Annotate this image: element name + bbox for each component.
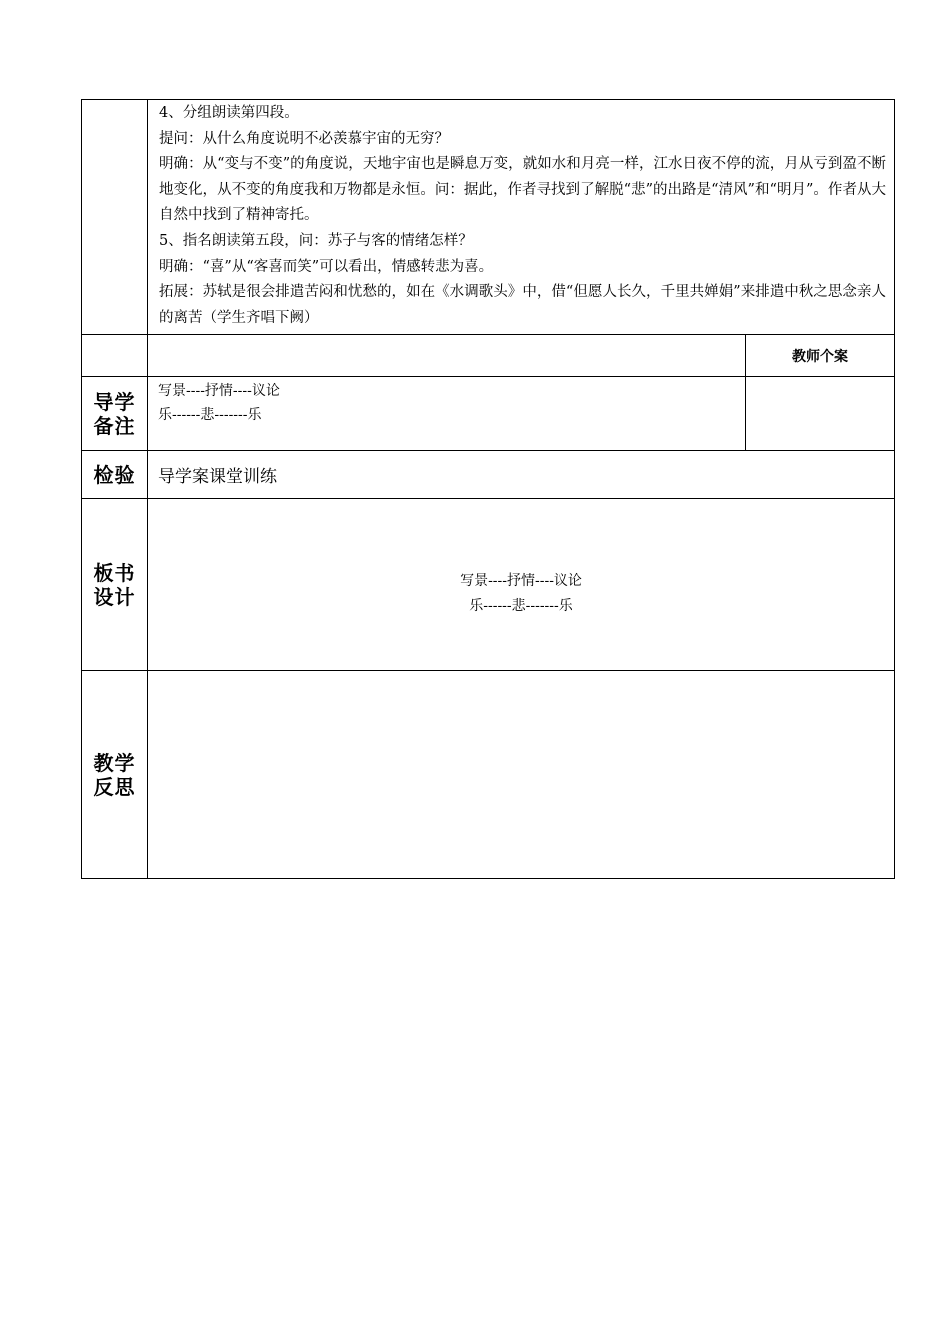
teacher-notes-header: 教师个案 (745, 335, 894, 377)
reflection-label-line1: 教学 (93, 750, 136, 775)
board-design-line2: 乐------悲-------乐 (469, 597, 573, 614)
reflection-label (82, 671, 148, 879)
teacher-notes-cell (745, 377, 894, 451)
notes-header-blank-2 (148, 335, 746, 377)
reading-label-cell (82, 100, 148, 335)
notes-header-blank-1 (82, 335, 148, 377)
reflection-label-line2: 反思 (93, 774, 136, 799)
reading-line-2: 提问：从什么角度说明不必羡慕宇宙的无穷？ (159, 130, 449, 147)
guide-notes-content (148, 377, 746, 451)
reading-line-5: 明确：“喜”从“客喜而笑”可以看出，情感转悲为喜。 (159, 258, 494, 275)
reading-content (148, 100, 895, 335)
guide-notes-line1: 写景----抒情----议论 (158, 383, 280, 400)
reading-line-1: 4、分组朗读第四段。 (159, 105, 299, 121)
reading-row (82, 100, 895, 335)
guide-notes-label (82, 377, 148, 451)
notes-header-row (82, 335, 895, 377)
reading-line-3: 明确：从“变与不变”的角度说，天地宇宙也是瞬息万变，就如水和月亮一样，江水日夜不停的流，月从亏到盈不断地变化，从不变的角度我和万物都是永恒。问：据此，作者寻找到了解脱“悲”的出路是“清风”和“明月”。作者从大自然中找到了精神寄托。 (159, 156, 886, 224)
guide-notes-label-line1: 导学 (93, 389, 136, 414)
board-design-content (148, 499, 895, 671)
reflection-content (148, 671, 895, 879)
reading-line-4: 5、指名朗读第五段，问：苏子与客的情绪怎样？ (159, 232, 473, 249)
check-content: 导学案课堂训练 (148, 451, 895, 499)
lesson-plan-table (81, 99, 895, 879)
board-design-label-line1: 板书 (93, 560, 136, 585)
check-label: 检验 (82, 451, 148, 499)
board-design-label (82, 499, 148, 671)
reflection-row (82, 671, 895, 879)
guide-notes-line2: 乐------悲-------乐 (158, 407, 262, 424)
board-design-line1: 写景----抒情----议论 (460, 572, 582, 589)
board-design-label-line2: 设计 (93, 584, 136, 609)
guide-notes-row (82, 377, 895, 451)
board-design-row (82, 499, 895, 671)
guide-notes-label-line2: 备注 (93, 413, 136, 438)
check-row (82, 451, 895, 499)
reading-line-6: 拓展：苏轼是很会排遣苦闷和忧愁的，如在《水调歌头》中，借“但愿人长久，千里共婵娟”来排遣中秋之思念亲人的离苦（学生齐唱下阙） (159, 284, 886, 326)
